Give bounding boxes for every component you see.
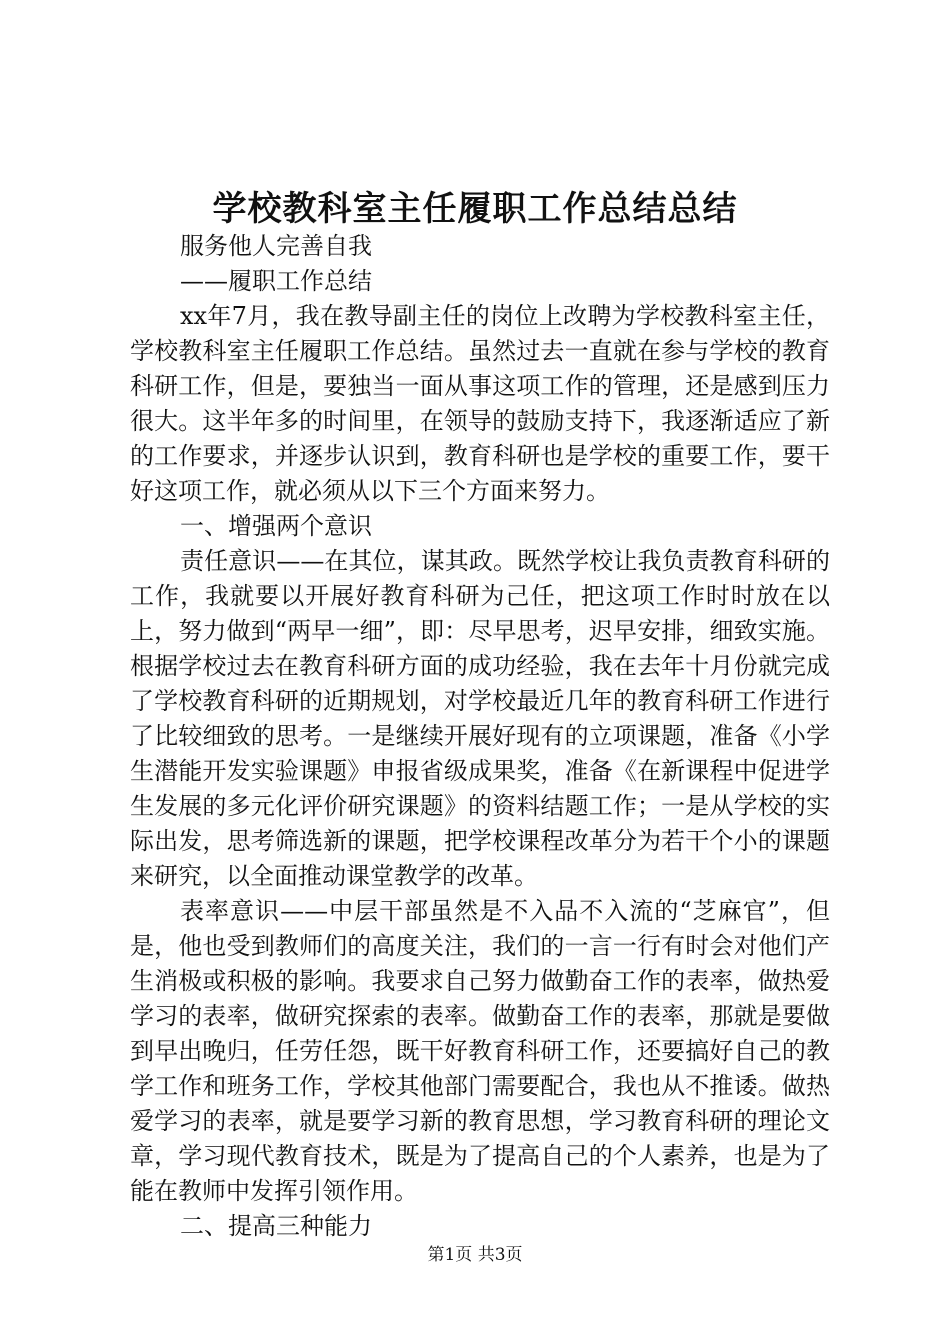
subtitle: 服务他人完善自我 [180, 232, 372, 260]
section-heading-2: 二、提高三种能力 [180, 1212, 372, 1240]
document-body [130, 229, 830, 1244]
subtitle-dash: ——履职工作总结 [180, 267, 372, 295]
role-model-paragraph: 表率意识——中层干部虽然是不入品不入流的“芝麻官”，但是，他也受到教师们的高度关注，我们的一言一行有时会对他们产生消极或积极的影响。我要求自己努力做勤奋工作的表率，做热爱学习的表率，做研究探索的表率。做勤奋工作的表率，那就是要做到早出晚归，任劳任怨，既干好教育科研工作，还要搞好自己的教学工作和班务工作，学校其他部门需要配合，我也从不推诿。做热爱学习的表率，就是要学习新的教育思想，学习教育科研的理论文章，学习现代教育技术，既是为了提高自己的个人素养，也是为了能在教师中发挥引领作用。 [130, 897, 830, 1205]
intro-paragraph: xx年7月，我在教导副主任的岗位上改聘为学校教科室主任，学校教科室主任履职工作总结。虽然过去一直就在参与学校的教育科研工作，但是，要独当一面从事这项工作的管理，还是感到压力很大。这半年多的时间里，在领导的鼓励支持下，我逐渐适应了新的工作要求，并逐步认识到，教育科研也是学校的重要工作，要干好这项工作，就必须从以下三个方面来努力。 [130, 302, 830, 505]
page-footer: 第1页 共3页 [427, 1245, 523, 1265]
section-heading-1: 一、增强两个意识 [180, 512, 372, 540]
document-title: 学校教科室主任履职工作总结总结 [212, 189, 738, 229]
responsibility-paragraph: 责任意识——在其位，谋其政。既然学校让我负责教育科研的工作，我就要以开展好教育科研为己任，把这项工作时时放在以上，努力做到“两早一细”，即：尽早思考，迟早安排，细致实施。根据学校过去在教育科研方面的成功经验，我在去年十月份就完成了学校教育科研的近期规划，对学校最近几年的教育科研工作进行了比较细致的思考。一是继续开展好现有的立项课题，准备《小学生潜能开发实验课题》申报省级成果奖，准备《在新课程中促进学生发展的多元化评价研究课题》的资料结题工作；一是从学校的实际出发，思考筛选新的课题，把学校课程改革分为若干个小的课题来研究，以全面推动课堂教学的改革。 [130, 547, 830, 890]
